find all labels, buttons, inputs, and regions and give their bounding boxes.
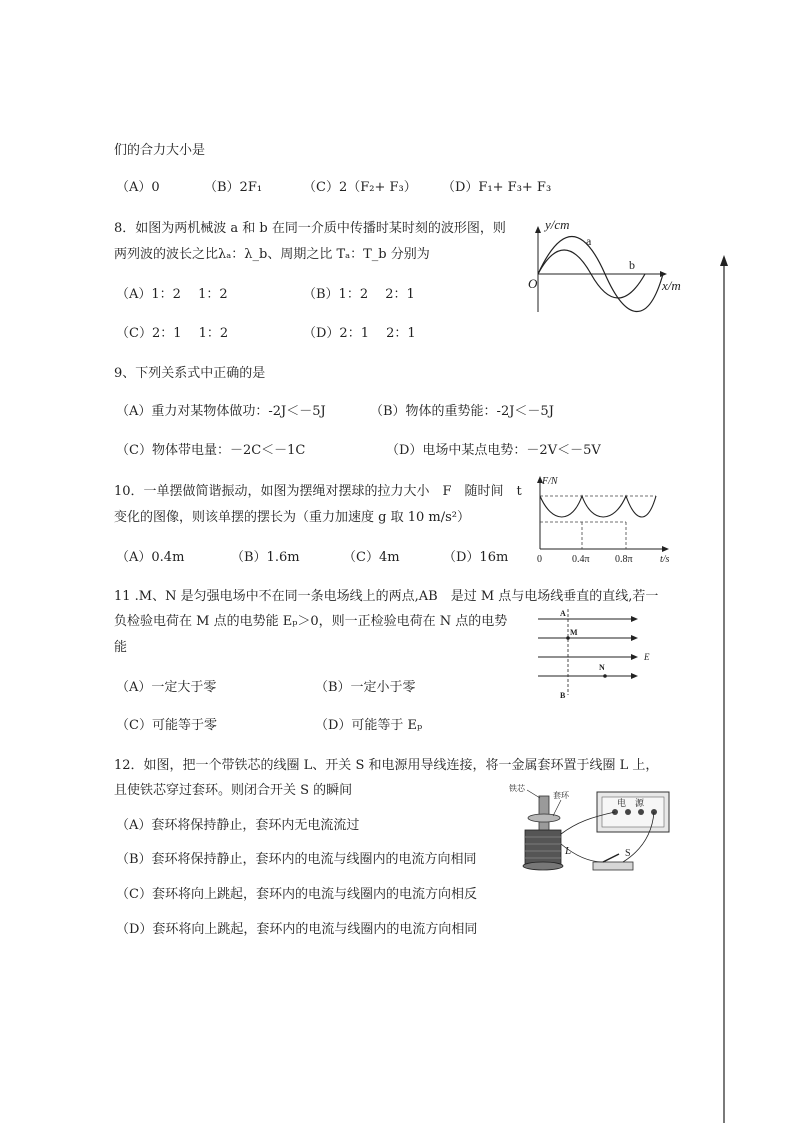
q10-x-arrow xyxy=(662,546,669,552)
q10-line2: 变化的图像，则该单摆的摆长为（重力加速度 g 取 10 m/s²） xyxy=(114,510,470,525)
q8-wave-b-label: b xyxy=(629,258,635,272)
q11-label-e: E xyxy=(644,652,650,662)
q9-option-a: （A）重力对某物体做功：-2J＜－5J xyxy=(116,404,326,419)
q7-option-c: （C）2（F₂+ F₃） xyxy=(303,180,417,195)
q8-line2: 两列波的波长之比λₐ：λ_b、周期之比 Tₐ：T_b 分别为 xyxy=(114,247,430,262)
q12-switch-base xyxy=(593,862,633,870)
q11-option-c: （C）可能等于零 xyxy=(116,718,217,733)
q12-ring-label: 套环 xyxy=(553,791,569,800)
q9-option-b: （B）物体的重势能：-2J＜－5J xyxy=(370,404,554,419)
margin-arrow xyxy=(718,255,730,1123)
q10-force-figure xyxy=(530,472,680,572)
q12-metal-ring xyxy=(528,814,560,822)
q8-y-label: y/cm xyxy=(545,217,570,232)
q12-core-leader xyxy=(527,790,540,798)
q11-line3: 能 xyxy=(114,640,128,655)
q8-wave-figure xyxy=(525,212,695,322)
q8-option-c: （C）2：1 1：2 xyxy=(116,326,229,341)
q12-power-knob-2 xyxy=(625,809,631,815)
q11-point-n xyxy=(603,674,607,678)
q12-core-label: 铁芯 xyxy=(509,784,525,793)
q8-x-arrow xyxy=(660,271,667,277)
q12-power-label: 电 源 xyxy=(617,798,645,808)
q11-label-a: A xyxy=(560,609,566,618)
q8-option-a: （A）1：2 1：2 xyxy=(116,287,228,302)
q8-option-b: （B）1：2 2：1 xyxy=(303,287,415,302)
q10-tick-1: 0.4π xyxy=(572,554,590,565)
q7-option-a: （A）0 xyxy=(116,180,160,195)
q12-option-b: （B）套环将保持静止，套环内的电流与线圈内的电流方向相同 xyxy=(116,852,477,867)
q10-option-d: （D）16m xyxy=(443,550,509,565)
q12-line2: 且使铁芯穿过套环。则闭合开关 S 的瞬间 xyxy=(114,783,353,798)
q10-force-curve xyxy=(540,496,656,517)
q12-switch-blade xyxy=(603,854,619,862)
q11-label-n: N xyxy=(599,663,605,672)
q10-x-label: t/s xyxy=(660,554,670,565)
q10-line1: 10．一单摆做简谐振动，如图为摆绳对摆球的拉力大小 F 随时间 t xyxy=(114,484,522,499)
q12-power-knob-3 xyxy=(638,809,644,815)
q12-option-c: （C）套环将向上跳起，套环内的电流与线圈内的电流方向相反 xyxy=(116,887,477,902)
q12-apparatus-figure xyxy=(507,782,677,882)
q10-y-label: F/N xyxy=(542,476,558,487)
margin-arrow-head xyxy=(720,255,728,266)
q11-field-lines xyxy=(538,619,634,676)
q12-ring-leader xyxy=(553,800,561,816)
q10-tick-0: 0 xyxy=(537,554,542,565)
q11-option-d: （D）可能等于 Eₚ xyxy=(315,718,423,733)
q11-label-b: B xyxy=(560,691,566,700)
q12-coil-base xyxy=(523,862,563,870)
q8-line1: 8．如图为两机械波 a 和 b 在同一介质中传播时某时刻的波形图，则 xyxy=(114,221,506,236)
q11-option-b: （B）一定小于零 xyxy=(315,680,416,695)
q7-option-b: （B）2F₁ xyxy=(204,180,263,195)
q12-line1: 12．如图，把一个带铁芯的线圈 L、开关 S 和电源用导线连接，将一金属套环置于线圈 L 上， xyxy=(114,758,659,773)
q11-option-a: （A）一定大于零 xyxy=(116,680,217,695)
q8-wave-a-label: a xyxy=(586,234,592,248)
q12-option-a: （A）套环将保持静止，套环内无电流流过 xyxy=(116,818,360,833)
q11-line1: 11 .M、N 是匀强电场中不在同一条电场线上的两点,AB 是过 M 点与电场线垂直的直线,若一 xyxy=(114,589,659,604)
q11-label-m: M xyxy=(570,628,578,637)
q7-stem-tail: 们的合力大小是 xyxy=(114,143,206,158)
q10-option-c: （C）4m xyxy=(343,550,400,565)
q12-option-d: （D）套环将向上跳起，套环内的电流与线圈内的电流方向相同 xyxy=(116,922,478,937)
q8-option-d: （D）2：1 2：1 xyxy=(303,326,416,341)
q8-origin-label: O xyxy=(528,276,538,291)
q9-option-d: （D）电场中某点电势：－2V＜－5V xyxy=(386,443,601,458)
q11-field-arrows xyxy=(631,616,638,679)
q12-coil xyxy=(525,830,561,866)
q11-line2: 负检验电荷在 M 点的电势能 Eₚ＞0，则一正检验电荷在 N 点的电势 xyxy=(114,614,508,629)
q7-option-d: （D）F₁+ F₃+ F₃ xyxy=(442,180,552,195)
q10-tick-2: 0.8π xyxy=(615,554,633,565)
q12-switch-label: S xyxy=(625,848,631,859)
q9-option-c: （C）物体带电量：－2C＜－1C xyxy=(116,443,306,458)
q12-coil-label: L xyxy=(565,845,572,857)
q8-y-arrow xyxy=(535,226,541,233)
q9-stem: 9、下列关系式中正确的是 xyxy=(114,366,266,381)
q10-option-a: （A）0.4m xyxy=(116,550,185,565)
q8-x-label: x/m xyxy=(662,278,681,293)
q11-field-figure xyxy=(538,605,658,703)
q10-option-b: （B）1.6m xyxy=(231,550,300,565)
